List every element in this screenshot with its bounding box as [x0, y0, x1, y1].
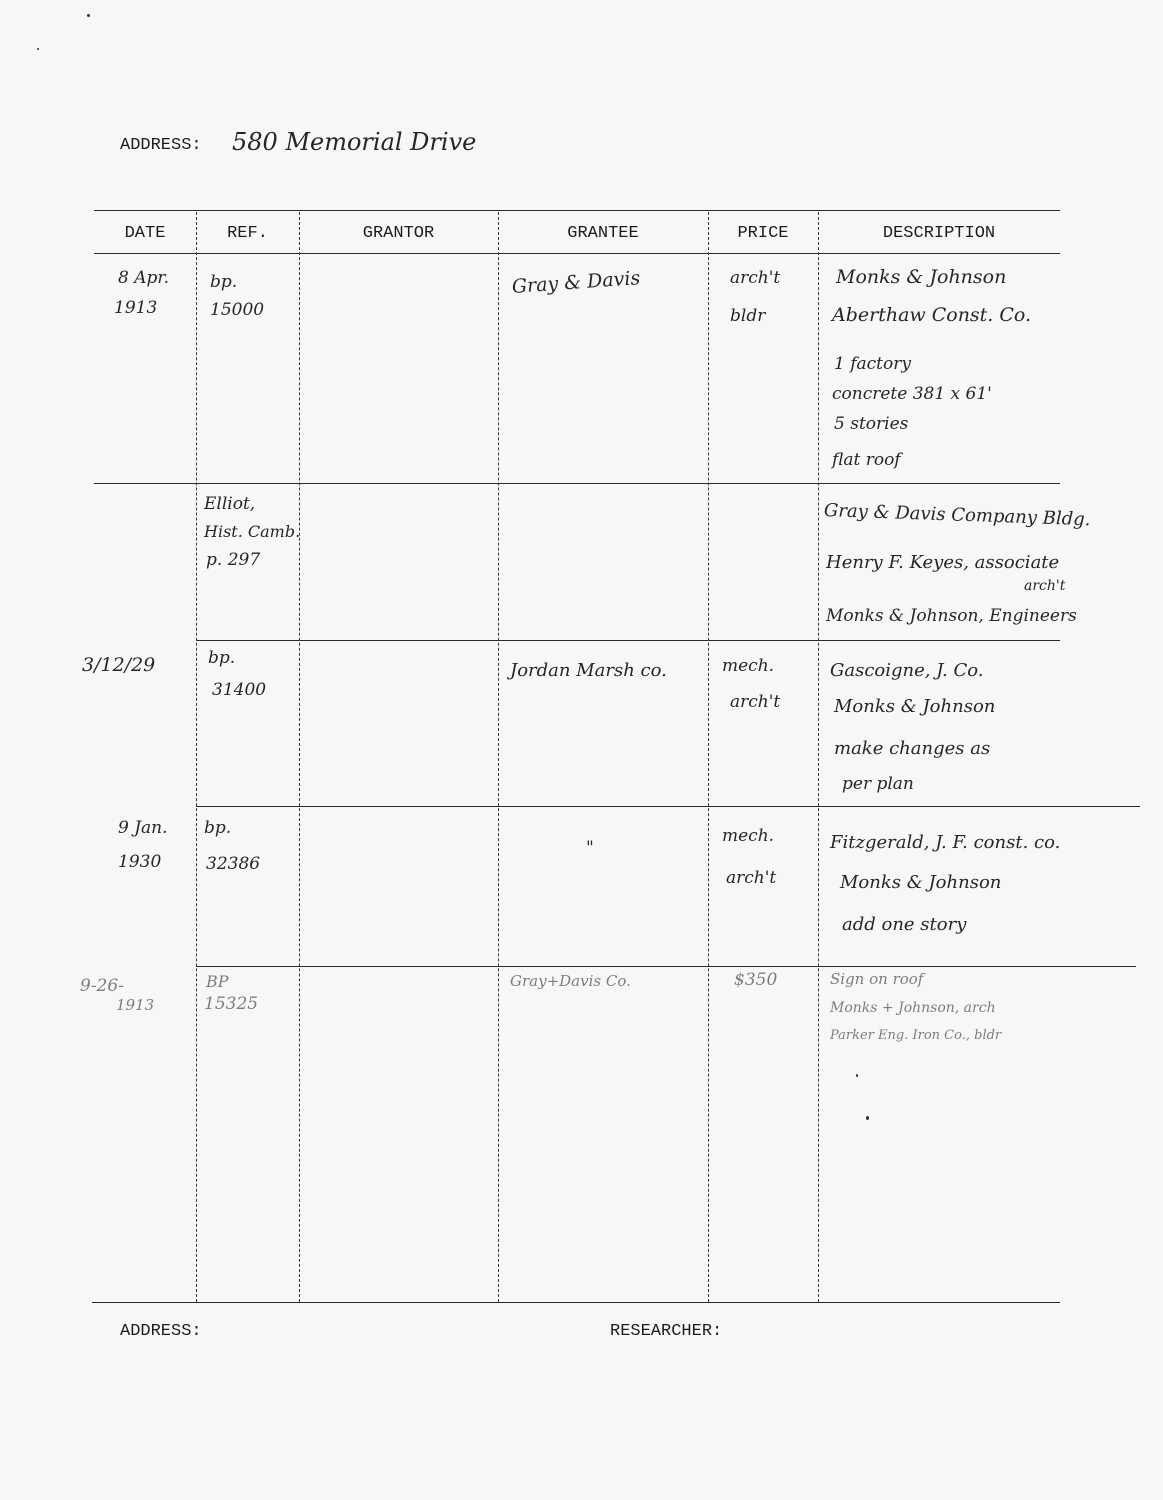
- grantee-cell: Jordan Marsh co.: [510, 660, 667, 681]
- ref-cell-line: Elliot,: [204, 494, 256, 514]
- price-cell-line: bldr: [730, 306, 766, 326]
- grantee-cell: ": [586, 838, 594, 858]
- description-cell-line: Sign on roof: [830, 970, 924, 988]
- description-cell-line: concrete 381 x 61': [832, 384, 992, 404]
- column-header-date: DATE: [124, 224, 166, 243]
- description-cell-line: flat roof: [832, 450, 901, 470]
- description-cell-line: make changes as: [834, 738, 991, 759]
- column-header-ref: REF.: [227, 224, 268, 243]
- address-label: ADDRESS:: [120, 136, 202, 155]
- column-header-price: PRICE: [737, 224, 789, 243]
- price-cell-line: arch't: [726, 868, 777, 888]
- description-cell-line: Monks & Johnson: [834, 696, 996, 717]
- description-cell-line: 5 stories: [834, 414, 909, 434]
- table-bottom-rule: [92, 1302, 1060, 1303]
- description-cell-line: Monks & Johnson: [840, 872, 1002, 893]
- date-cell-line: 9-26-: [80, 976, 124, 996]
- description-cell-line: Henry F. Keyes, associate: [826, 552, 1060, 573]
- price-cell-line: arch't: [730, 268, 781, 288]
- column-divider: [498, 212, 499, 1302]
- ref-cell-line: 15000: [210, 300, 265, 320]
- ref-cell-line: bp.: [210, 272, 238, 292]
- grantee-cell: Gray+Davis Co.: [510, 972, 631, 990]
- column-header-grantor: GRANTOR: [362, 224, 435, 243]
- row-divider: [196, 966, 1136, 967]
- row-divider: [196, 806, 1140, 807]
- description-cell-line: arch't: [1024, 578, 1066, 594]
- column-divider: [818, 212, 819, 1302]
- description-cell-line: Fitzgerald, J. F. const. co.: [830, 832, 1061, 853]
- ref-cell-line: Hist. Camb.: [204, 522, 301, 541]
- ref-cell-line: bp.: [208, 648, 236, 668]
- price-cell-line: mech.: [722, 656, 775, 676]
- price-cell-line: arch't: [730, 692, 781, 712]
- column-divider: [708, 212, 709, 1302]
- ref-cell-line: bp.: [204, 818, 232, 838]
- description-cell-line: Gray & Davis Company Bldg.: [823, 500, 1091, 531]
- ink-speck: [866, 1116, 869, 1120]
- footer-address-label: ADDRESS:: [120, 1322, 202, 1341]
- date-cell-line: 3/12/29: [82, 654, 156, 676]
- ref-cell-line: 31400: [212, 680, 267, 700]
- ink-speck: [37, 48, 39, 50]
- price-cell-line: $350: [734, 970, 778, 990]
- description-cell-line: per plan: [842, 774, 914, 794]
- date-cell-line: 8 Apr.: [118, 268, 170, 288]
- description-cell-line: Monks + Johnson, arch: [830, 1000, 996, 1016]
- price-cell-line: mech.: [722, 826, 775, 846]
- description-cell-line: Gascoigne, J. Co.: [830, 660, 984, 681]
- description-cell-line: add one story: [842, 914, 967, 935]
- column-header-description: DESCRIPTION: [882, 224, 996, 243]
- address-value: 580 Memorial Drive: [232, 128, 477, 156]
- ref-cell-line: 15325: [204, 994, 259, 1014]
- description-cell-line: Parker Eng. Iron Co., bldr: [830, 1028, 1002, 1043]
- description-cell-line: Aberthaw Const. Co.: [832, 304, 1032, 326]
- ref-cell-line: 32386: [206, 854, 261, 874]
- footer-researcher-label: RESEARCHER:: [610, 1322, 723, 1341]
- ink-speck: [856, 1074, 858, 1077]
- date-cell-line: 1913: [116, 996, 155, 1014]
- table-header-rule: [94, 253, 1060, 254]
- grantee-cell: Gray & Davis: [511, 267, 641, 298]
- column-divider: [299, 212, 300, 1302]
- date-cell-line: 1930: [118, 852, 162, 872]
- ink-speck: [87, 14, 90, 17]
- description-cell-line: 1 factory: [834, 354, 911, 374]
- ref-cell-line: BP: [206, 972, 229, 991]
- table-top-rule: [94, 210, 1060, 211]
- date-cell-line: 9 Jan.: [118, 818, 168, 838]
- description-cell-line: Monks & Johnson: [836, 266, 1007, 288]
- row-divider: [94, 483, 1060, 484]
- column-divider: [196, 212, 197, 1302]
- row-divider: [196, 640, 1060, 641]
- description-cell-line: Monks & Johnson, Engineers: [826, 606, 1077, 626]
- date-cell-line: 1913: [114, 298, 158, 318]
- column-header-grantee: GRANTEE: [567, 224, 639, 243]
- ref-cell-line: p. 297: [206, 550, 261, 570]
